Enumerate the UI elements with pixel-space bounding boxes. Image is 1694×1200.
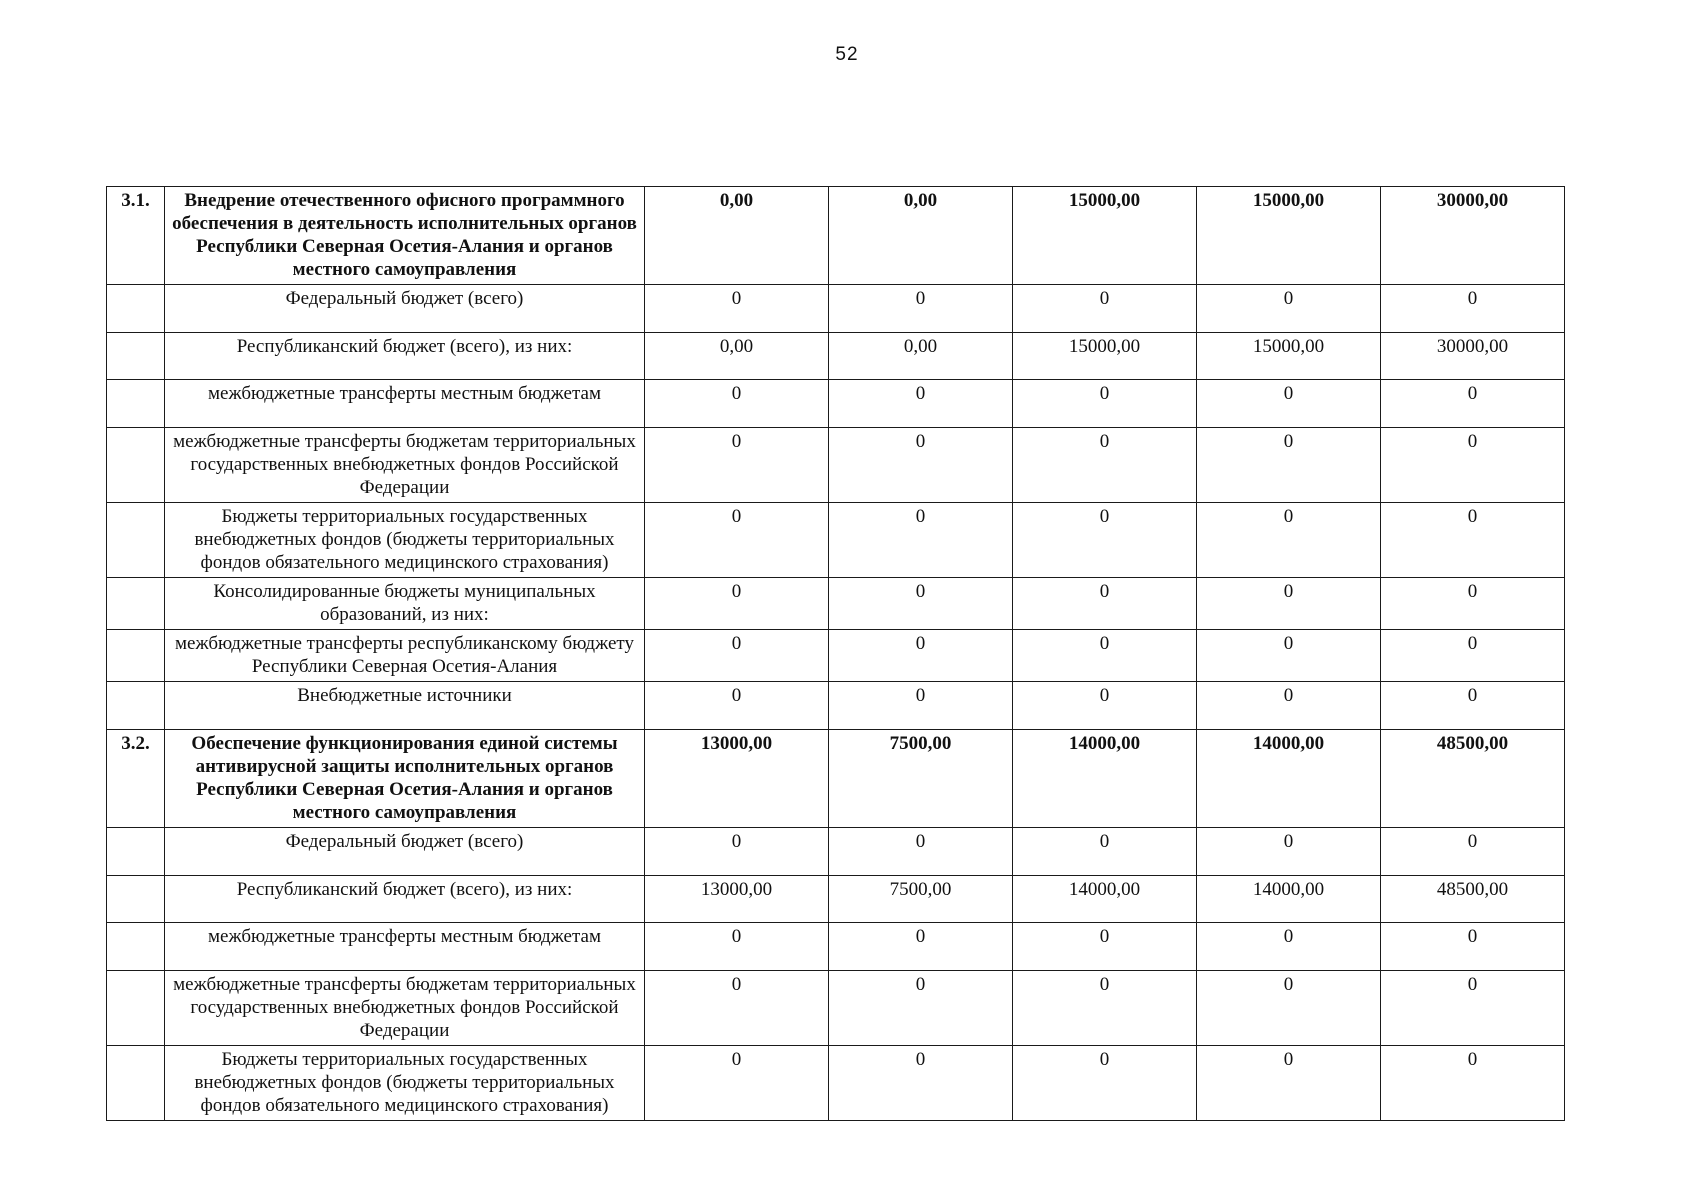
table-row	[107, 380, 1565, 428]
value-cell-year-3: 14000,00	[1013, 730, 1197, 828]
value-cell-year-3: 0	[1013, 503, 1197, 578]
value-cell-year-1: 0	[645, 578, 829, 630]
value-cell-year-2: 7500,00	[829, 876, 1013, 923]
value-cell-year-1: 0	[645, 380, 829, 428]
row-number-cell	[107, 630, 165, 682]
value-cell-year-4: 15000,00	[1197, 187, 1381, 285]
row-number-cell: 3.2.	[107, 730, 165, 828]
value-cell-year-2: 0	[829, 828, 1013, 876]
row-label-cell: Бюджеты территориальных государственных внебюджетных фондов (бюджеты территориальных фондов обязательного медицинского страхования)	[165, 1046, 645, 1121]
row-label-cell: межбюджетные трансферты местным бюджетам	[165, 923, 645, 971]
row-label-cell: Внедрение отечественного офисного программного обеспечения в деятельность исполнительных органов Республики Северная Осетия-Алания и органов местного самоуправления	[165, 187, 645, 285]
value-cell-year-5: 30000,00	[1381, 333, 1565, 380]
value-cell-year-4: 0	[1197, 828, 1381, 876]
row-label-cell: Бюджеты территориальных государственных внебюджетных фондов (бюджеты территориальных фондов обязательного медицинского страхования)	[165, 503, 645, 578]
value-cell-year-4: 15000,00	[1197, 333, 1381, 380]
value-cell-year-4: 0	[1197, 428, 1381, 503]
row-label-cell: Республиканский бюджет (всего), из них:	[165, 333, 645, 380]
value-cell-year-5: 0	[1381, 630, 1565, 682]
row-label-cell: межбюджетные трансферты республиканскому бюджету Республики Северная Осетия-Алания	[165, 630, 645, 682]
row-label-cell: межбюджетные трансферты местным бюджетам	[165, 380, 645, 428]
value-cell-year-2: 0	[829, 428, 1013, 503]
value-cell-year-2: 0	[829, 285, 1013, 333]
table-row	[107, 682, 1565, 730]
row-number-cell	[107, 1046, 165, 1121]
row-label-cell: Обеспечение функционирования единой системы антивирусной защиты исполнительных органов Республики Северная Осетия-Алания и органов местного самоуправления	[165, 730, 645, 828]
table-row	[107, 1046, 1565, 1121]
value-cell-year-1: 0	[645, 503, 829, 578]
table-row	[107, 333, 1565, 380]
value-cell-year-1: 0,00	[645, 187, 829, 285]
row-number-cell	[107, 285, 165, 333]
budget-table	[106, 186, 1565, 1121]
row-number-cell	[107, 380, 165, 428]
value-cell-year-2: 0,00	[829, 333, 1013, 380]
value-cell-year-3: 0	[1013, 1046, 1197, 1121]
row-number-cell	[107, 828, 165, 876]
value-cell-year-4: 0	[1197, 1046, 1381, 1121]
value-cell-year-5: 0	[1381, 923, 1565, 971]
value-cell-year-4: 0	[1197, 578, 1381, 630]
value-cell-year-3: 0	[1013, 682, 1197, 730]
row-label-cell: межбюджетные трансферты бюджетам территориальных государственных внебюджетных фондов Российской Федерации	[165, 971, 645, 1046]
value-cell-year-5: 48500,00	[1381, 730, 1565, 828]
value-cell-year-5: 0	[1381, 428, 1565, 503]
value-cell-year-5: 0	[1381, 971, 1565, 1046]
table-row	[107, 503, 1565, 578]
page-number: 52	[835, 44, 859, 65]
value-cell-year-5: 30000,00	[1381, 187, 1565, 285]
row-number-cell	[107, 333, 165, 380]
value-cell-year-1: 0	[645, 971, 829, 1046]
value-cell-year-5: 48500,00	[1381, 876, 1565, 923]
value-cell-year-2: 0	[829, 630, 1013, 682]
row-label-cell: Федеральный бюджет (всего)	[165, 285, 645, 333]
value-cell-year-3: 0	[1013, 923, 1197, 971]
value-cell-year-2: 7500,00	[829, 730, 1013, 828]
row-number-cell	[107, 682, 165, 730]
value-cell-year-3: 0	[1013, 285, 1197, 333]
value-cell-year-3: 0	[1013, 630, 1197, 682]
value-cell-year-1: 13000,00	[645, 730, 829, 828]
value-cell-year-1: 0	[645, 285, 829, 333]
value-cell-year-1: 0	[645, 923, 829, 971]
table-row	[107, 630, 1565, 682]
value-cell-year-1: 0	[645, 1046, 829, 1121]
row-label-cell: Консолидированные бюджеты муниципальных образований, из них:	[165, 578, 645, 630]
row-number-cell	[107, 428, 165, 503]
value-cell-year-4: 0	[1197, 682, 1381, 730]
row-label-cell: Внебюджетные источники	[165, 682, 645, 730]
row-number-cell	[107, 578, 165, 630]
value-cell-year-2: 0	[829, 923, 1013, 971]
value-cell-year-4: 0	[1197, 503, 1381, 578]
table-row	[107, 428, 1565, 503]
value-cell-year-5: 0	[1381, 503, 1565, 578]
value-cell-year-4: 0	[1197, 923, 1381, 971]
value-cell-year-3: 0	[1013, 971, 1197, 1046]
value-cell-year-1: 0	[645, 828, 829, 876]
table-row	[107, 828, 1565, 876]
value-cell-year-5: 0	[1381, 828, 1565, 876]
value-cell-year-3: 15000,00	[1013, 187, 1197, 285]
value-cell-year-3: 0	[1013, 578, 1197, 630]
value-cell-year-4: 0	[1197, 285, 1381, 333]
row-number-cell	[107, 971, 165, 1046]
value-cell-year-1: 0	[645, 428, 829, 503]
table-row	[107, 876, 1565, 923]
value-cell-year-2: 0	[829, 380, 1013, 428]
value-cell-year-2: 0	[829, 971, 1013, 1046]
table-section-row	[107, 730, 1565, 828]
table-row	[107, 971, 1565, 1046]
value-cell-year-5: 0	[1381, 380, 1565, 428]
value-cell-year-5: 0	[1381, 285, 1565, 333]
value-cell-year-4: 14000,00	[1197, 730, 1381, 828]
value-cell-year-3: 15000,00	[1013, 333, 1197, 380]
value-cell-year-3: 0	[1013, 380, 1197, 428]
value-cell-year-1: 0,00	[645, 333, 829, 380]
row-number-cell	[107, 876, 165, 923]
row-label-cell: Федеральный бюджет (всего)	[165, 828, 645, 876]
row-label-cell: межбюджетные трансферты бюджетам территориальных государственных внебюджетных фондов Российской Федерации	[165, 428, 645, 503]
table-row	[107, 578, 1565, 630]
value-cell-year-4: 14000,00	[1197, 876, 1381, 923]
value-cell-year-4: 0	[1197, 971, 1381, 1046]
value-cell-year-1: 0	[645, 630, 829, 682]
value-cell-year-3: 14000,00	[1013, 876, 1197, 923]
value-cell-year-4: 0	[1197, 630, 1381, 682]
value-cell-year-5: 0	[1381, 1046, 1565, 1121]
value-cell-year-5: 0	[1381, 578, 1565, 630]
value-cell-year-1: 13000,00	[645, 876, 829, 923]
value-cell-year-3: 0	[1013, 828, 1197, 876]
value-cell-year-2: 0,00	[829, 187, 1013, 285]
row-label-cell: Республиканский бюджет (всего), из них:	[165, 876, 645, 923]
value-cell-year-2: 0	[829, 1046, 1013, 1121]
row-number-cell: 3.1.	[107, 187, 165, 285]
table-section-row	[107, 187, 1565, 285]
budget-table-body	[107, 187, 1565, 1121]
row-number-cell	[107, 923, 165, 971]
value-cell-year-2: 0	[829, 503, 1013, 578]
value-cell-year-1: 0	[645, 682, 829, 730]
table-row	[107, 285, 1565, 333]
value-cell-year-2: 0	[829, 578, 1013, 630]
value-cell-year-5: 0	[1381, 682, 1565, 730]
value-cell-year-3: 0	[1013, 428, 1197, 503]
table-row	[107, 923, 1565, 971]
value-cell-year-4: 0	[1197, 380, 1381, 428]
value-cell-year-2: 0	[829, 682, 1013, 730]
row-number-cell	[107, 503, 165, 578]
